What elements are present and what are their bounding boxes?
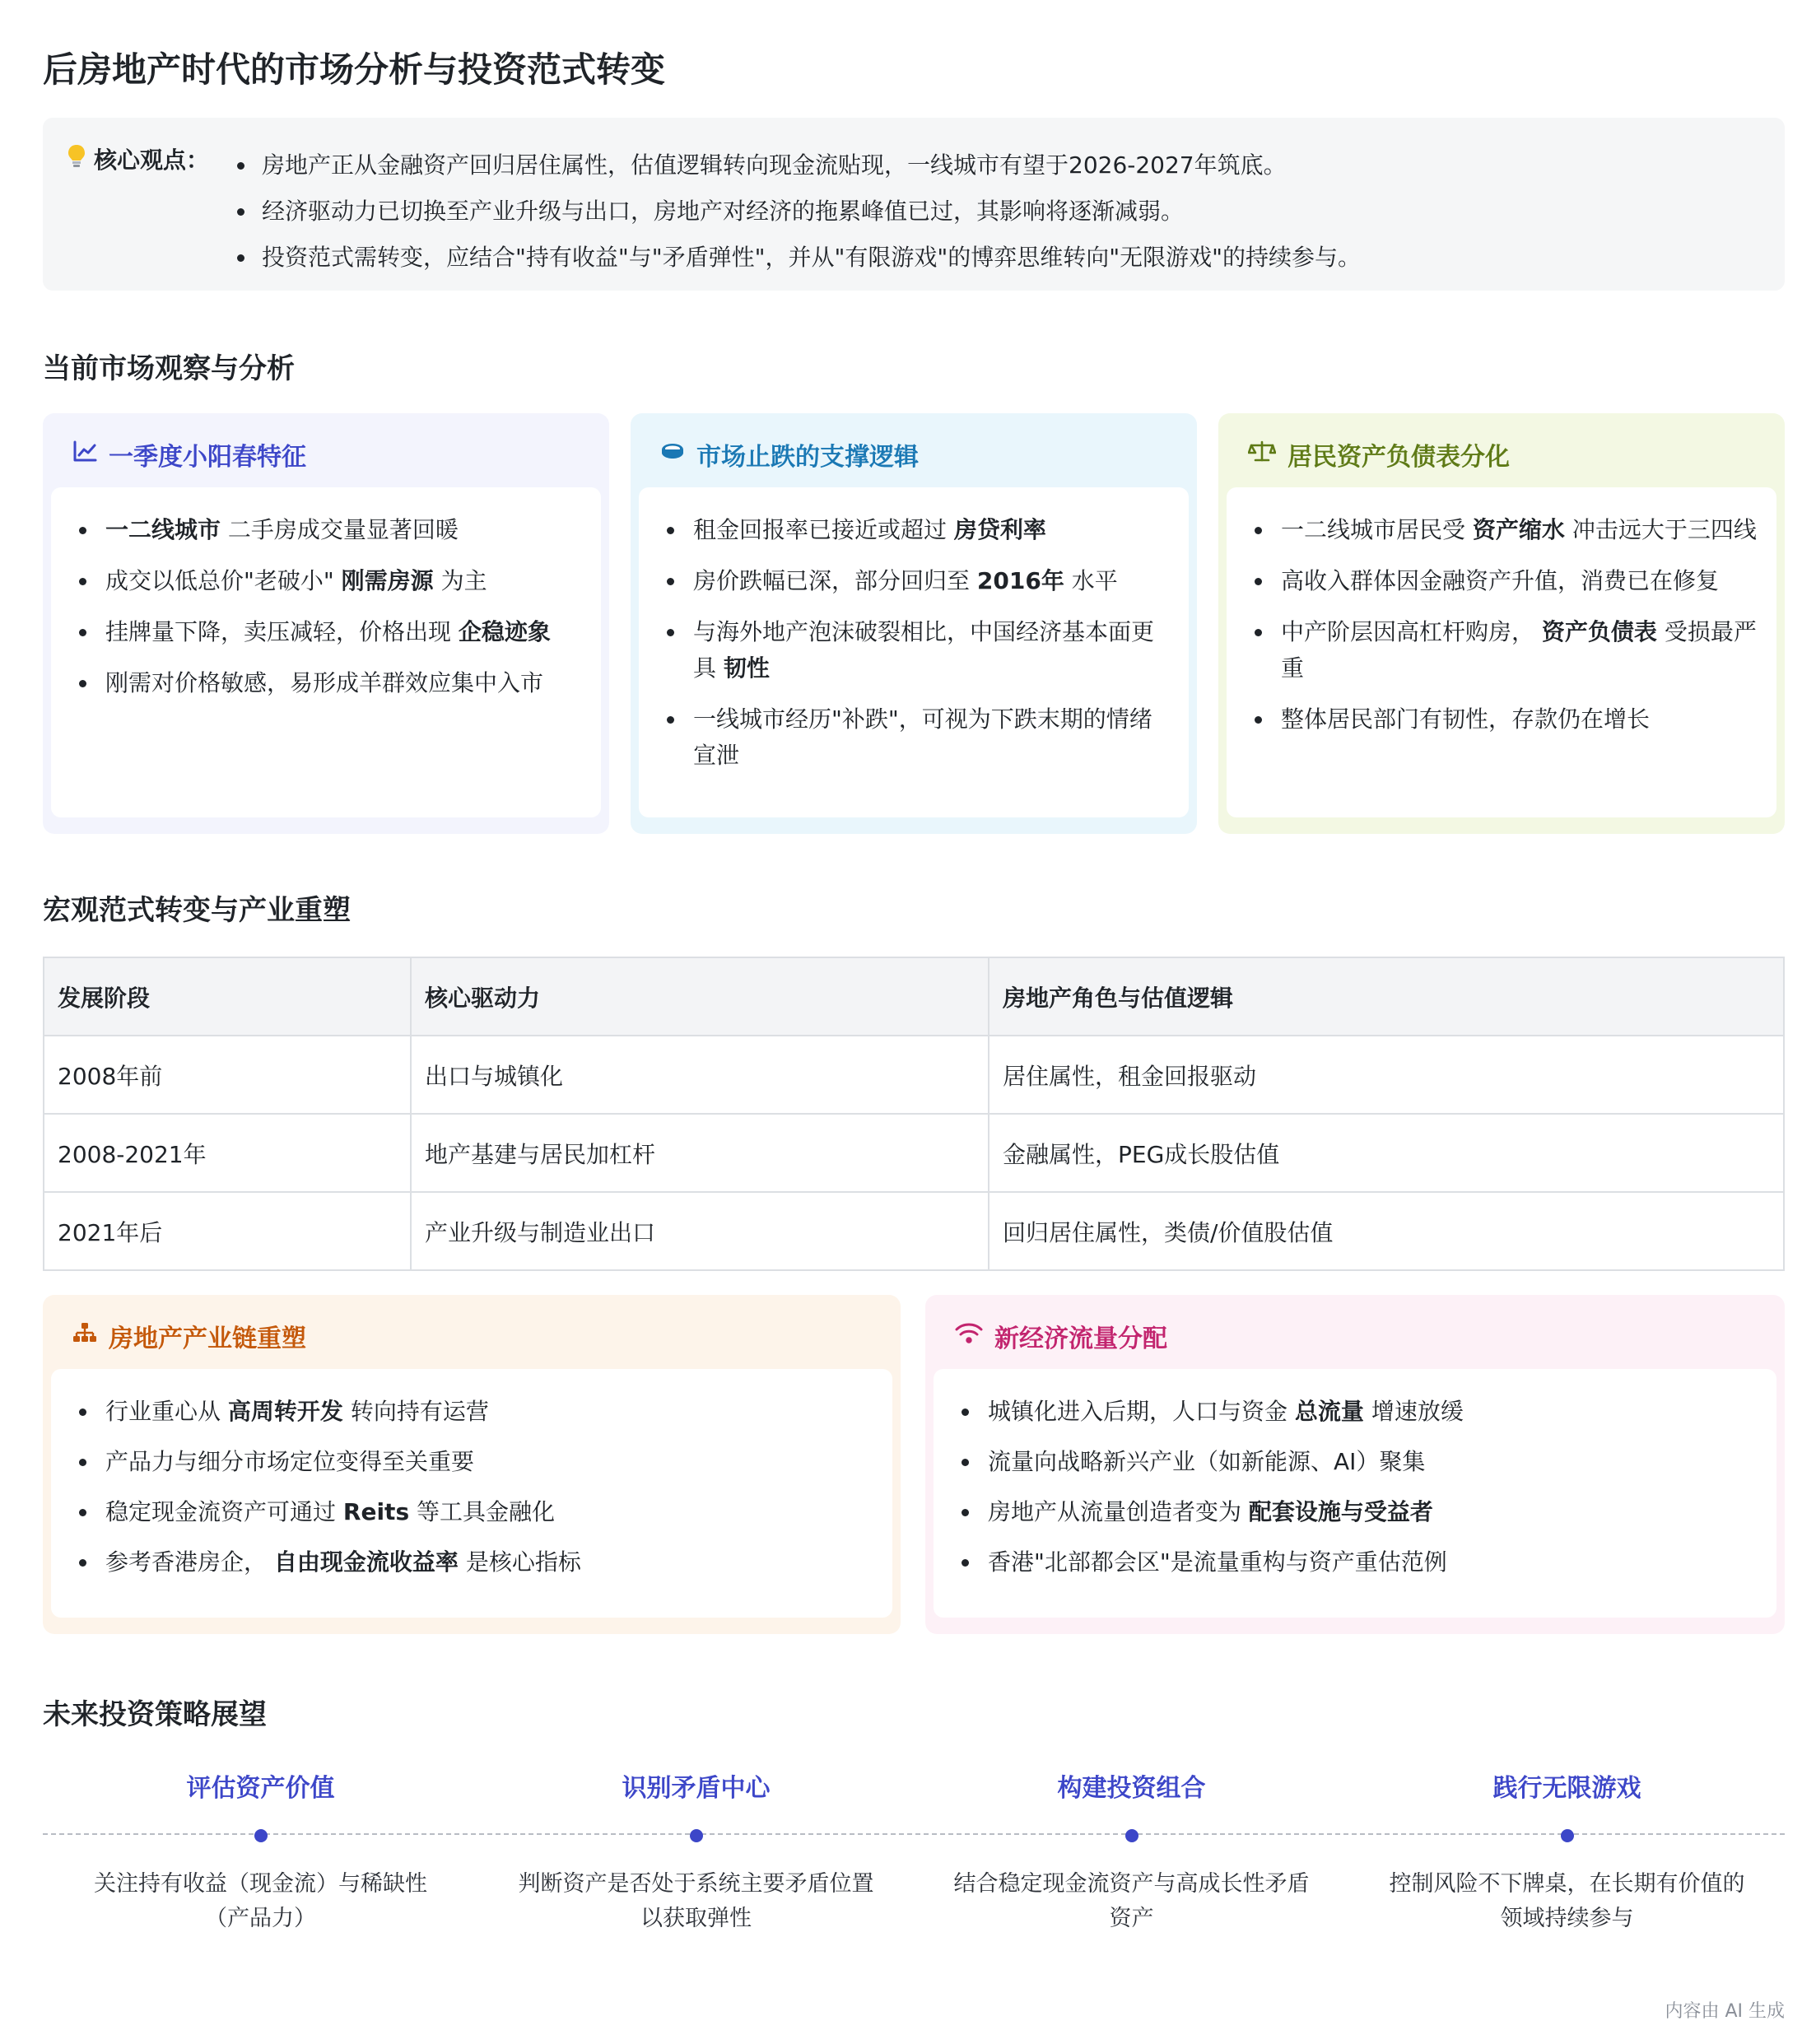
card-body bbox=[1227, 487, 1776, 817]
card-header bbox=[51, 1303, 892, 1369]
ai-generated-note: 内容由 AI 生成 bbox=[1665, 2001, 1785, 2022]
card-title: 房地产产业链重塑 bbox=[109, 1325, 306, 1353]
card-list bbox=[79, 512, 581, 701]
timeline-dot bbox=[254, 1829, 268, 1842]
card-spring-features bbox=[43, 413, 609, 834]
list-item: 挂牌量下降，卖压减轻，价格出现 企稳迹象 bbox=[79, 614, 581, 650]
list-item: 一线城市经历"补跌"，可视为下跌末期的情绪宣泄 bbox=[667, 701, 1169, 774]
coins-icon bbox=[660, 440, 685, 469]
core-viewpoints-panel bbox=[43, 118, 1785, 291]
step-description: 判断资产是否处于系统主要矛盾位置以获取弹性 bbox=[518, 1871, 874, 1931]
core-point: 房地产正从金融资产回归居住属性，估值逻辑转向现金流贴现，一线城市有望于2026-2027年筑底。 bbox=[237, 142, 1361, 189]
step-description: 关注持有收益（现金流）与稀缺性（产品力） bbox=[94, 1871, 427, 1931]
page-title: 后房地产时代的市场分析与投资范式转变 bbox=[43, 49, 666, 90]
step-title: 践行无限游戏 bbox=[1492, 1774, 1641, 1803]
list-item: 高收入群体因金融资产升值，消费已在修复 bbox=[1255, 563, 1757, 599]
table-cell: 2008年前 bbox=[44, 1036, 411, 1114]
column-header: 核心驱动力 bbox=[411, 957, 989, 1036]
table-cell: 金融属性，PEG成长股估值 bbox=[989, 1114, 1784, 1192]
card-industry-chain bbox=[43, 1295, 901, 1634]
section-heading-strategy: 未来投资策略展望 bbox=[43, 1698, 267, 1731]
card-body bbox=[51, 1369, 892, 1618]
stages-table bbox=[43, 957, 1785, 1271]
step-title: 评估资产价值 bbox=[186, 1774, 335, 1803]
table-cell: 产业升级与制造业出口 bbox=[411, 1192, 989, 1270]
table-header-row bbox=[44, 957, 1784, 1036]
card-traffic-allocation bbox=[925, 1295, 1785, 1634]
section-heading-macro: 宏观范式转变与产业重塑 bbox=[43, 894, 351, 927]
list-item: 刚需对价格敏感，易形成羊群效应集中入市 bbox=[79, 665, 581, 701]
table-cell: 地产基建与居民加杠杆 bbox=[411, 1114, 989, 1192]
card-balance-sheet bbox=[1218, 413, 1785, 834]
table-row bbox=[44, 1192, 1784, 1270]
card-body bbox=[51, 487, 601, 817]
step-description: 控制风险不下牌桌，在长期有价值的领域持续参与 bbox=[1389, 1871, 1745, 1931]
timeline-dot bbox=[1125, 1829, 1138, 1842]
list-item: 参考香港房企， 自由现金流收益率 是核心指标 bbox=[79, 1544, 873, 1581]
list-item: 整体居民部门有韧性，存款仍在增长 bbox=[1255, 701, 1757, 738]
list-item: 行业重心从 高周转开发 转向持有运营 bbox=[79, 1394, 873, 1430]
card-body bbox=[934, 1369, 1776, 1618]
list-item: 一二线城市居民受 资产缩水 冲击远大于三四线 bbox=[1255, 512, 1757, 548]
card-title: 一季度小阳春特征 bbox=[109, 443, 306, 472]
card-header bbox=[51, 421, 601, 487]
trend-chart-icon bbox=[72, 440, 97, 469]
core-label bbox=[68, 142, 209, 175]
step-title: 识别矛盾中心 bbox=[622, 1774, 771, 1803]
table-cell: 2008-2021年 bbox=[44, 1114, 411, 1192]
list-item: 房地产从流量创造者变为 配套设施与受益者 bbox=[962, 1494, 1757, 1530]
list-item: 产品力与细分市场定位变得至关重要 bbox=[79, 1444, 873, 1480]
strategy-timeline bbox=[43, 1770, 1785, 1943]
step-description: 结合稳定现金流资产与高成长性矛盾资产 bbox=[953, 1871, 1310, 1931]
list-item: 中产阶层因高杠杆购房， 资产负债表 受损最严重 bbox=[1255, 614, 1757, 687]
list-item: 租金回报率已接近或超过 房贷利率 bbox=[667, 512, 1169, 548]
card-list bbox=[79, 1394, 873, 1581]
card-title: 市场止跌的支撑逻辑 bbox=[696, 443, 919, 472]
card-support-logic bbox=[631, 413, 1197, 834]
timeline-dot bbox=[1561, 1829, 1574, 1842]
table-cell: 回归居住属性，类债/价值股估值 bbox=[989, 1192, 1784, 1270]
table-cell: 2021年后 bbox=[44, 1192, 411, 1270]
list-item: 房价跌幅已深，部分回归至 2016年 水平 bbox=[667, 563, 1169, 599]
card-list bbox=[667, 512, 1169, 774]
timeline-dot bbox=[690, 1829, 703, 1842]
list-item: 一二线城市 二手房成交量显著回暖 bbox=[79, 512, 581, 548]
card-title: 居民资产负债表分化 bbox=[1287, 443, 1510, 472]
table-cell: 出口与城镇化 bbox=[411, 1036, 989, 1114]
card-header bbox=[1227, 421, 1776, 487]
table-row bbox=[44, 1114, 1784, 1192]
table-cell: 居住属性，租金回报驱动 bbox=[989, 1036, 1784, 1114]
org-chart-icon bbox=[72, 1321, 97, 1351]
card-list bbox=[1255, 512, 1757, 738]
list-item: 城镇化进入后期，人口与资金 总流量 增速放缓 bbox=[962, 1394, 1757, 1430]
list-item: 流量向战略新兴产业（如新能源、AI）聚集 bbox=[962, 1444, 1757, 1480]
card-header bbox=[934, 1303, 1776, 1369]
core-point: 投资范式需转变，应结合"持有收益"与"矛盾弹性"，并从"有限游戏"的博弈思维转向"无限游戏"的持续参与。 bbox=[237, 235, 1361, 281]
list-item: 稳定现金流资产可通过 Reits 等工具金融化 bbox=[79, 1494, 873, 1530]
list-item: 香港"北部都会区"是流量重构与资产重估范例 bbox=[962, 1544, 1757, 1581]
core-points-list bbox=[237, 142, 1361, 281]
timeline-step bbox=[1349, 1770, 1785, 1936]
card-header bbox=[639, 421, 1189, 487]
column-header: 房地产角色与估值逻辑 bbox=[989, 957, 1784, 1036]
wifi-signal-icon bbox=[955, 1321, 983, 1351]
core-label-text: 核心观点： bbox=[94, 147, 210, 174]
section-heading-market: 当前市场观察与分析 bbox=[43, 352, 295, 385]
timeline-step bbox=[43, 1770, 478, 1936]
core-point: 经济驱动力已切换至产业升级与出口，房地产对经济的拖累峰值已过，其影响将逐渐减弱。 bbox=[237, 189, 1361, 235]
timeline-step bbox=[478, 1770, 914, 1936]
card-title: 新经济流量分配 bbox=[994, 1325, 1167, 1353]
lightbulb-icon bbox=[68, 144, 86, 175]
list-item: 与海外地产泡沫破裂相比，中国经济基本面更具 韧性 bbox=[667, 614, 1169, 687]
column-header: 发展阶段 bbox=[44, 957, 411, 1036]
list-item: 成交以低总价"老破小" 刚需房源 为主 bbox=[79, 563, 581, 599]
card-body bbox=[639, 487, 1189, 817]
card-list bbox=[962, 1394, 1757, 1581]
balance-scale-icon bbox=[1248, 440, 1276, 469]
timeline-step bbox=[914, 1770, 1349, 1936]
table-row bbox=[44, 1036, 1784, 1114]
step-title: 构建投资组合 bbox=[1057, 1774, 1206, 1803]
